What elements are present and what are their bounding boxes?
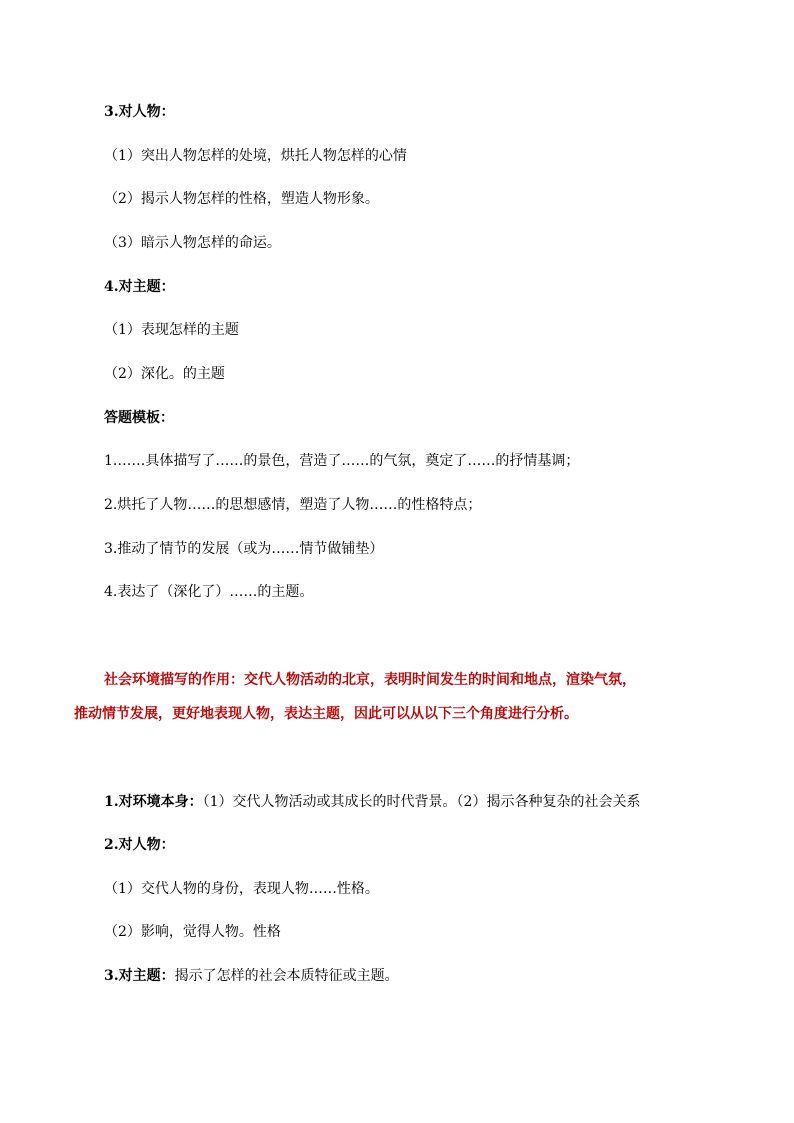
people-item-1: （1）交代人物的身份，表现人物……性格。 [104, 881, 379, 897]
theme-text: 揭示了怎样的社会本质特征或主题。 [174, 968, 399, 984]
social-environment-paragraph-line-1: 社会环境描写的作用：交代人物活动的北京，表明时间发生的时间和地点，渲染气氛， [104, 672, 636, 688]
section-4-item-1: （1）表现怎样的主题 [104, 322, 239, 338]
environment-row [104, 792, 640, 812]
social-environment-paragraph-line-2: 推动情节发展，更好地表现人物，表达主题，因此可以从以下三个角度进行分析。 [74, 706, 578, 722]
people-heading: 2.对人物： [104, 837, 175, 853]
section-4-heading: 4.对主题： [104, 279, 175, 295]
environment-heading: 1.对环境本身： [104, 794, 203, 810]
template-heading: 答题模板： [104, 410, 174, 426]
template-item-2: 2.烘托了人物……的思想感情，塑造了人物……的性格特点； [104, 497, 482, 513]
section-3-item-2: （2）揭示人物怎样的性格，塑造人物形象。 [104, 191, 379, 207]
theme-heading: 3.对主题： [104, 968, 175, 984]
template-item-1: 1.……具体描写了……的景色，营造了……的气氛，奠定了……的抒情基调； [104, 453, 580, 469]
template-item-3: 3.推动了情节的发展（或为……情节做铺垫） [104, 541, 384, 557]
template-item-4: 4.表达了（深化了）……的主题。 [104, 584, 314, 600]
people-item-2: （2）影响，觉得人物。性格 [104, 924, 281, 940]
section-3-item-3: （3）暗示人物怎样的命运。 [104, 235, 281, 251]
section-3-heading: 3.对人物： [104, 104, 175, 120]
environment-text: （1）交代人物活动或其成长的时代背景。（2）揭示各种复杂的社会关系 [202, 794, 641, 810]
section-3-item-1: （1）突出人物怎样的处境，烘托人物怎样的心情 [104, 148, 407, 164]
section-4-item-2: （2）深化。的主题 [104, 366, 225, 382]
theme-row [104, 966, 399, 986]
